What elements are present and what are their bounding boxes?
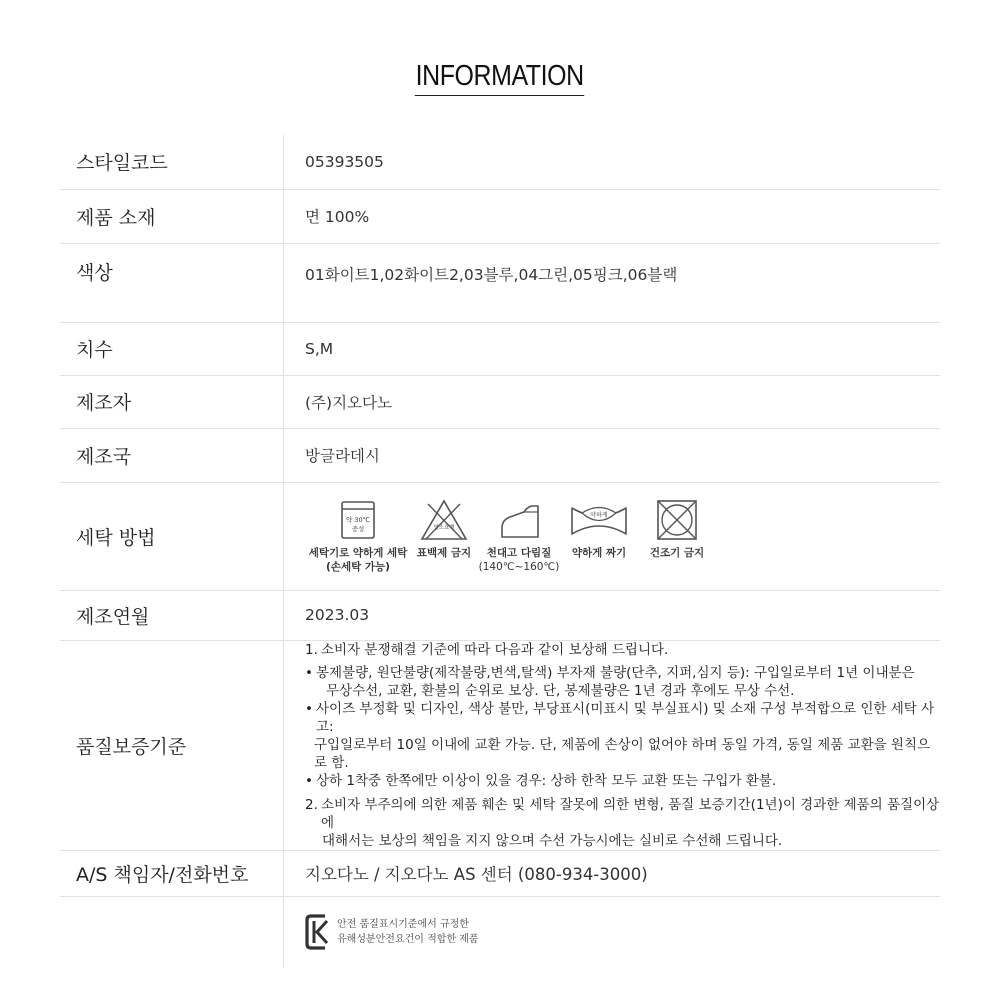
quality-bullet-2-line-1: 사이즈 부정확 및 디자인, 색상 불만, 부당표시(미표시 및 부실표시) 및 소재 구성 부적합으로 인한 세탁 사고: <box>316 700 935 735</box>
value-as: 지오다노 / 지오다노 AS 센터 (080-934-3000) <box>284 850 941 896</box>
quality-bullet-2-line-2: 구입일로부터 10일 이내에 교환 가능. 단, 제품에 손상이 없어야 하며 동일 가격, 동일 제품 교환을 원칙으로 함. <box>314 736 931 771</box>
label-color: 색상 <box>60 243 284 322</box>
value-material: 면 100% <box>284 189 941 243</box>
quality-item-2-number: 2. <box>305 796 318 813</box>
quality-item-1 <box>305 641 940 659</box>
wring-symbol-text: 약하게 <box>590 512 608 519</box>
quality-bullet-2 <box>305 700 940 736</box>
care-item-iron <box>477 498 561 574</box>
row-material <box>60 189 940 243</box>
page-title-wrap <box>0 60 1000 96</box>
value-date: 2023.03 <box>284 590 941 640</box>
row-style-code <box>60 135 940 189</box>
kc-text <box>337 917 479 947</box>
kc-text-line-2: 유해성분안전요건이 적합한 제품 <box>337 934 479 946</box>
care-caption-iron <box>479 546 560 574</box>
row-size <box>60 322 940 375</box>
care-caption-bleach <box>417 546 471 560</box>
value-quality <box>284 640 941 850</box>
row-kc <box>60 896 940 968</box>
iron-icon <box>494 498 544 542</box>
row-color <box>60 243 940 322</box>
value-color: 01화이트1,02화이트2,03블루,04그린,05핑크,06블랙 <box>284 243 941 322</box>
wash-temp-text: 약 30℃ <box>346 516 370 524</box>
care-caption-dry-1: 건조기 금지 <box>649 547 705 559</box>
quality-bullet-1-line-2: 무상수선, 교환, 환불의 순위로 보상. 단, 봉제불량은 1년 경과 후에도 무상 수선. <box>326 682 795 699</box>
label-manufacturer: 제조자 <box>60 375 284 428</box>
row-quality <box>60 640 940 850</box>
value-manufacturer: (주)지오다노 <box>284 375 941 428</box>
quality-item-2-line-2: 대해서는 보상의 책임을 지지 않으며 수선 가능시에는 실비로 수선해 드립니다. <box>322 832 783 849</box>
value-size: S,M <box>284 322 941 375</box>
quality-item-2-line-1: 소비자 부주의에 의한 제품 훼손 및 세탁 잘못에 의한 변형, 품질 보증기간(1년)이 경과한 제품의 품질이상에 <box>321 796 940 831</box>
care-item-dry <box>637 498 717 560</box>
washing-cell <box>284 482 941 590</box>
quality-bullet-1 <box>305 664 940 682</box>
value-country: 방글라데시 <box>284 428 941 482</box>
quality-item-1-text: 소비자 분쟁해결 기준에 따라 다음과 같이 보상해 드립니다. <box>321 641 669 658</box>
care-caption-wash <box>309 546 408 574</box>
care-caption-wash-2: (손세탁 가능) <box>326 561 390 573</box>
care-caption-dry <box>650 546 704 560</box>
row-date <box>60 590 940 640</box>
wash-tub-icon <box>337 498 379 542</box>
label-material: 제품 소재 <box>60 189 284 243</box>
kc-text-line-1: 안전 품질표시기준에서 규정한 <box>337 919 469 931</box>
value-style-code: 05393505 <box>284 135 941 189</box>
label-country: 제조국 <box>60 428 284 482</box>
value-kc <box>284 896 941 968</box>
row-country <box>60 428 940 482</box>
label-kc-empty <box>60 896 284 968</box>
no-tumble-dry-icon <box>655 498 699 542</box>
wash-neutral-text: 중성 <box>351 525 365 533</box>
label-washing: 세탁 방법 <box>60 482 284 590</box>
bullet-dot: • <box>305 700 313 717</box>
no-bleach-icon <box>419 498 469 542</box>
row-as <box>60 850 940 896</box>
care-caption-wring <box>572 546 626 560</box>
care-item-bleach <box>411 498 477 560</box>
quality-item-2 <box>305 796 940 832</box>
wring-icon <box>568 498 630 542</box>
label-date: 제조연월 <box>60 590 284 640</box>
bleach-symbol-text: 염소표백 <box>433 525 455 531</box>
care-caption-wring-1: 약하게 짜기 <box>571 547 627 559</box>
care-caption-bleach-1: 표백제 금지 <box>416 547 472 559</box>
bullet-dot: • <box>305 664 313 681</box>
care-item-wring <box>561 498 637 560</box>
quality-bullet-1-line-1: 봉제불량, 원단불량(제작불량,변색,탈색) 부자재 불량(단추, 지퍼,심지 등): 구입일로부터 1년 이내분은 <box>316 664 915 681</box>
kc-certification <box>305 913 940 951</box>
label-size: 치수 <box>60 322 284 375</box>
quality-bullet-3 <box>305 772 940 790</box>
row-washing <box>60 482 940 590</box>
quality-item-1-number: 1. <box>305 641 318 658</box>
page-title: INFORMATION <box>415 60 585 96</box>
care-caption-iron-1: 천대고 다림질 <box>486 547 552 559</box>
quality-bullet-3-text: 상하 1착중 한쪽에만 이상이 있을 경우: 상하 한착 모두 교환 또는 구입가 환불. <box>316 772 777 789</box>
bullet-dot: • <box>305 772 313 789</box>
row-manufacturer <box>60 375 940 428</box>
kc-mark-icon <box>305 913 331 951</box>
care-item-wash <box>305 498 411 574</box>
care-symbols <box>305 498 940 574</box>
label-quality: 품질보증기준 <box>60 640 284 850</box>
care-caption-wash-1: 세탁기로 약하게 세탁 <box>308 547 408 559</box>
quality-notes <box>305 641 940 850</box>
label-style-code: 스타일코드 <box>60 135 284 189</box>
label-as: A/S 책임자/전화번호 <box>60 850 284 896</box>
product-info-table <box>60 135 940 968</box>
care-caption-iron-2: (140℃~160℃) <box>478 561 560 573</box>
